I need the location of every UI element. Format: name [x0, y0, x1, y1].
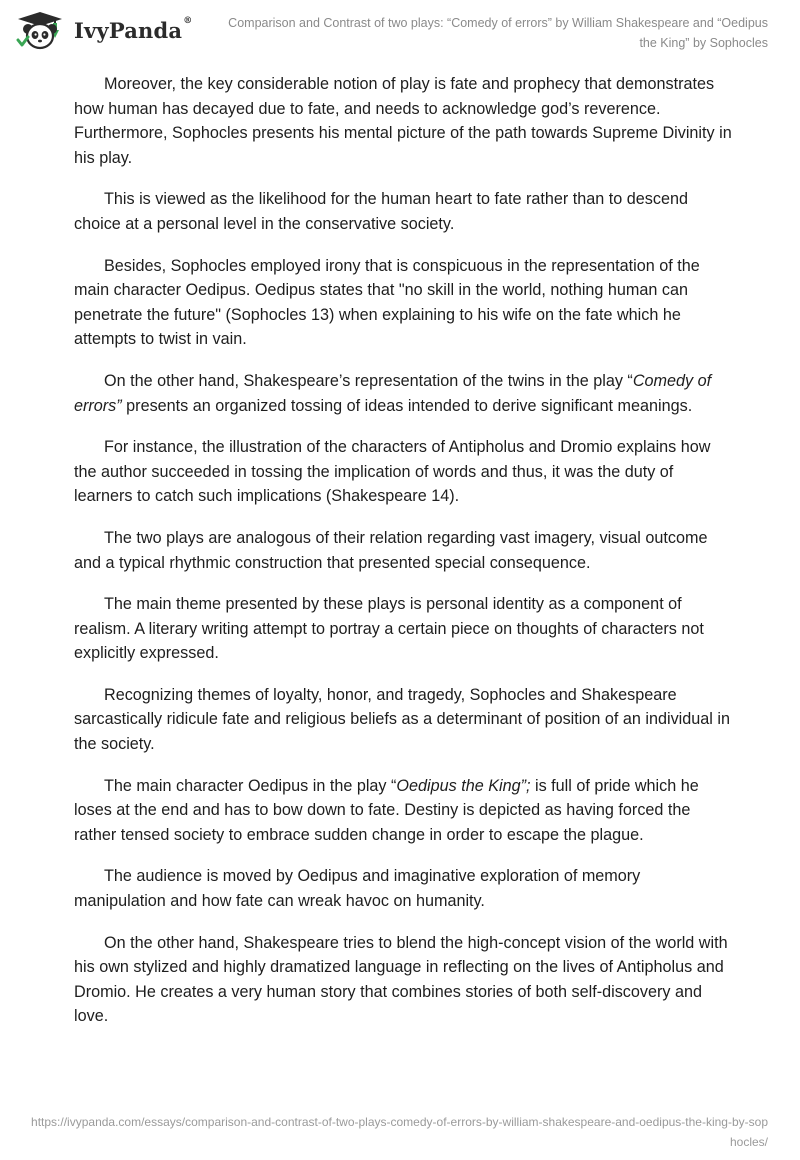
paragraph: On the other hand, Shakespeare tries to blend the high-concept vision of the world with his own stylized and highly dramatized language in reflecting on the lives of Antipholus and Dromio. He creates a very human story that combines stories of both self-discovery and love. [74, 933, 728, 1026]
play-title: Comedy of errors” [74, 371, 712, 415]
paragraph: For instance, the illustration of the characters of Antipholus and Dromio explains how the author succeeded in tossing the implication of words and thus, it was the duty of learners to catch such implications (Shakespeare 14). [74, 438, 711, 506]
paragraph-text: is full of pride which he loses at the end and has to bow down to fate. Destiny is depicted as having forced the rather tensed society to embrace sudden change in order to escape the plague. [74, 776, 699, 844]
paragraph-text: On the other hand, Shakespeare’s representation of the twins in the play “ [104, 371, 633, 390]
paragraph [74, 774, 734, 848]
ivypanda-logo[interactable] [14, 10, 192, 50]
paragraph [74, 369, 734, 418]
paragraph: Recognizing themes of loyalty, honor, and tragedy, Sophocles and Shakespeare sarcastically ridicule fate and religious beliefs as a determinant of position of an individual in the society. [74, 685, 730, 754]
page-header [0, 0, 800, 60]
essay-body [74, 72, 734, 1046]
panda-graduate-icon [14, 10, 66, 50]
paragraph: Besides, Sophocles employed irony that is conspicuous in the representation of the main character Oedipus. Oedipus states that "no skill in the world, nothing human can penetrate the future" (Sophocles 13) when explaining to his wife on the fate which he attempts to twist in vain. [74, 256, 700, 349]
paragraph: This is viewed as the likelihood for the human heart to fate rather than to descend choice at a personal level in the conservative society. [74, 190, 688, 233]
source-url-link[interactable]: https://ivypanda.com/essays/comparison-and-contrast-of-two-plays-comedy-of-errors-by-william-shakespeare-and-oedipus-the-king-by-sophocles/ [31, 1115, 768, 1149]
paragraph: The audience is moved by Oedipus and imaginative exploration of memory manipulation and how fate can wreak havoc on humanity. [74, 867, 641, 911]
paragraph: Moreover, the key considerable notion of play is fate and prophecy that demonstrates how human has decayed due to fate, and needs to acknowledge god’s reverence. Furthermore, Sophocles presents his mental picture of the path towards Supreme Divinity in his play. [74, 75, 732, 167]
paragraph-text: The main character Oedipus in the play “ [104, 776, 397, 795]
paragraph: The two plays are analogous of their relation regarding vast imagery, visual outcome and a typical rhythmic construction that presented special consequence. [74, 528, 708, 572]
logo-text: IvyPanda® [74, 15, 193, 43]
paragraph: The main theme presented by these plays is personal identity as a component of realism. A literary writing attempt to portray a certain piece on thoughts of characters not explicitly expressed. [74, 595, 704, 663]
paragraph-text: presents an organized tossing of ideas intended to derive significant meanings. [121, 396, 693, 415]
play-title: Oedipus the King”; [396, 776, 531, 795]
document-title: Comparison and Contrast of two plays: “Comedy of errors” by William Shakespeare and “Oedipus the King” by Sophocles [228, 16, 768, 50]
